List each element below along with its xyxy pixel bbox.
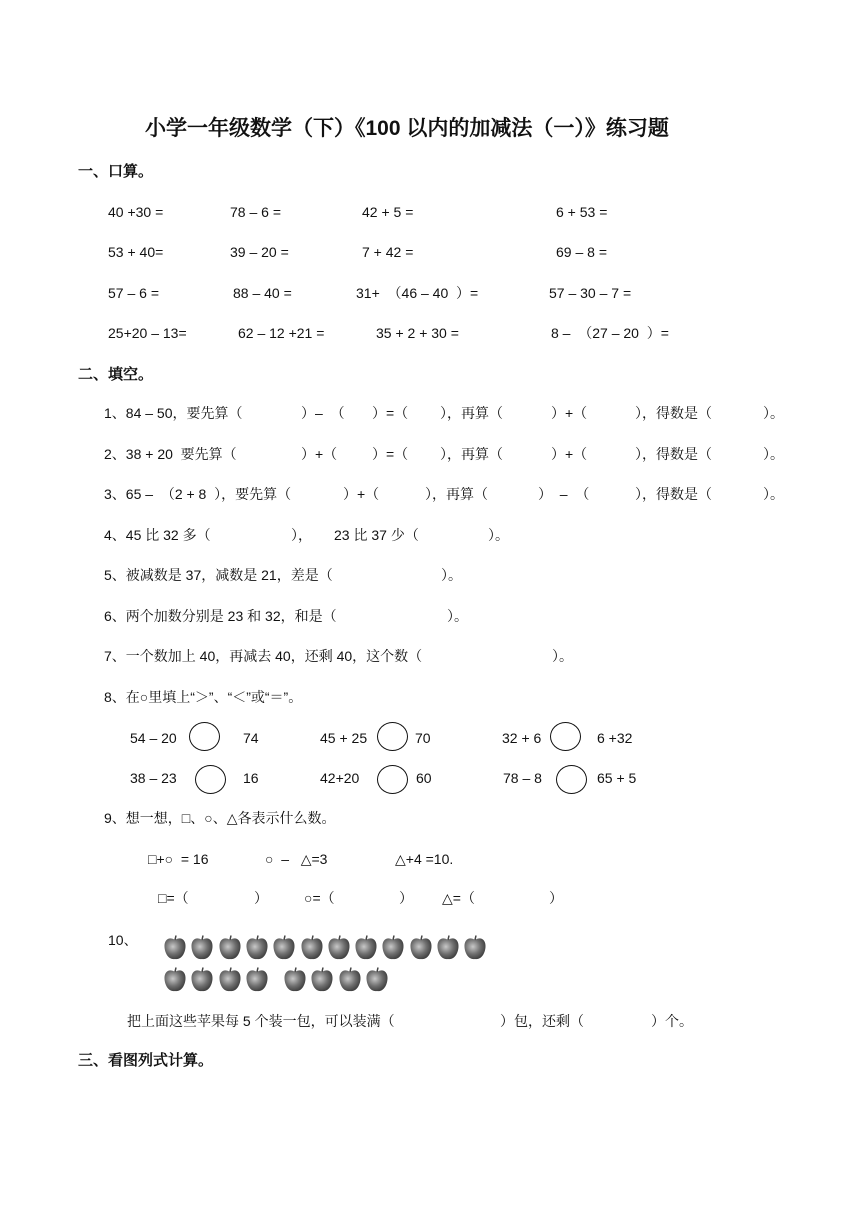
compare-right: 74: [243, 730, 259, 746]
q2-part: 2、38 + 20 要先算（: [104, 446, 237, 462]
compare-left: 78 – 8: [503, 770, 542, 786]
compare-circle[interactable]: [550, 722, 581, 751]
oral-calc-item: 62 – 12 +21 =: [238, 325, 325, 341]
oral-calc-item: 88 – 40 =: [233, 285, 292, 301]
apple-icon: [245, 966, 269, 993]
q10-part: ）个。: [651, 1013, 693, 1029]
q2-part: ），得数是（: [635, 446, 712, 462]
q10-label: 10、: [108, 932, 138, 948]
apple-icon: [310, 966, 334, 993]
apple-icon: [354, 934, 378, 961]
q9-equation: □+○ = 16: [148, 851, 209, 867]
compare-circle[interactable]: [189, 722, 220, 751]
apple-icon: [381, 934, 405, 961]
section-3-heading: 三、看图列式计算。: [78, 1052, 214, 1069]
oral-calc-item: 39 – 20 =: [230, 244, 289, 260]
oral-calc-item: 31+ （46 – 40 ）=: [356, 285, 479, 301]
q1-part: ）=（: [372, 405, 409, 421]
apple-icon: [338, 966, 362, 993]
page-title: 小学一年级数学（下）《100 以内的加减法（一）》练习题: [145, 117, 669, 140]
apple-icon: [190, 966, 214, 993]
apple-icon: [218, 934, 242, 961]
q7-part: ）。: [552, 648, 573, 664]
q10-part: 把上面这些苹果每 5 个装一包，可以装满（: [127, 1013, 395, 1029]
q6-part: ）。: [447, 608, 468, 624]
oral-calc-item: 6 + 53 =: [556, 204, 608, 220]
q1-part: 1、84 – 50，要先算（: [104, 405, 243, 421]
q3-part: 3、65 – （2 + 8 ），要先算（: [104, 486, 292, 502]
q7-part: 7、一个数加上 40，再减去 40，还剩 40，这个数（: [104, 648, 423, 664]
q1-part: ）。: [763, 405, 784, 421]
compare-circle[interactable]: [377, 722, 408, 751]
q6-part: 6、两个加数分别是 23 和 32，和是（: [104, 608, 337, 624]
compare-right: 65 + 5: [597, 770, 637, 786]
q5-part: ）。: [441, 567, 462, 583]
compare-circle[interactable]: [556, 765, 587, 794]
q10-part: ）包，还剩（: [500, 1013, 584, 1029]
q9-answer: ）: [549, 890, 563, 906]
oral-calc-item: 7 + 42 =: [362, 244, 414, 260]
q4-part: 4、45 比 32 多（: [104, 527, 211, 543]
q2-part: ）+（: [301, 446, 338, 462]
apple-icon: [163, 966, 187, 993]
oral-calc-item: 42 + 5 =: [362, 204, 414, 220]
q4-part: ），: [291, 527, 312, 543]
q4-part: ）。: [488, 527, 509, 543]
oral-calc-item: 57 – 30 – 7 =: [549, 285, 632, 301]
q9-answer: ）: [399, 890, 413, 906]
oral-calc-item: 53 + 40=: [108, 244, 164, 260]
q1-part: ）+（: [551, 405, 588, 421]
apple-icon: [365, 966, 389, 993]
oral-calc-item: 25+20 – 13=: [108, 325, 187, 341]
apple-icon: [245, 934, 269, 961]
compare-right: 6 +32: [597, 730, 633, 746]
q9-answer: ○=（: [304, 890, 335, 906]
compare-left: 54 – 20: [130, 730, 177, 746]
q2-part: ）+（: [551, 446, 588, 462]
apple-icon: [300, 934, 324, 961]
compare-left: 42+20: [320, 770, 360, 786]
q9-answer: ）: [254, 890, 268, 906]
compare-left: 38 – 23: [130, 770, 177, 786]
section-1-heading: 一、口算。: [78, 163, 154, 180]
q9-instruction: 9、想一想，□、○、△各表示什么数。: [104, 810, 336, 826]
q2-part: ）。: [763, 446, 784, 462]
oral-calc-item: 78 – 6 =: [230, 204, 281, 220]
compare-circle[interactable]: [377, 765, 408, 794]
q4-part: 23 比 37 少（: [334, 527, 419, 543]
q3-part: ）。: [763, 486, 784, 502]
apple-icon: [327, 934, 351, 961]
apple-icon: [190, 934, 214, 961]
compare-circle[interactable]: [195, 765, 226, 794]
compare-right: 60: [416, 770, 432, 786]
section-2-heading: 二、填空。: [78, 366, 154, 383]
oral-calc-item: 35 + 2 + 30 =: [376, 325, 459, 341]
oral-calc-item: 69 – 8 =: [556, 244, 607, 260]
apple-icon: [463, 934, 487, 961]
q9-answer: □=（: [158, 890, 189, 906]
oral-calc-item: 40 +30 =: [108, 204, 164, 220]
q9-equation: △+4 =10.: [395, 851, 454, 867]
oral-calc-item: 57 – 6 =: [108, 285, 159, 301]
compare-left: 32 + 6: [502, 730, 542, 746]
q3-part: ），得数是（: [635, 486, 712, 502]
q1-part: ）– （: [301, 405, 345, 421]
q3-part: ）+（: [343, 486, 380, 502]
apple-icon: [436, 934, 460, 961]
apple-icon: [163, 934, 187, 961]
q2-part: ）=（: [372, 446, 409, 462]
q3-part: ） – （: [538, 486, 590, 502]
apple-icon: [218, 966, 242, 993]
q9-answer: △=（: [442, 890, 475, 906]
compare-right: 70: [415, 730, 431, 746]
oral-calc-item: 8 – （27 – 20 ）=: [551, 325, 669, 341]
q8-instruction: 8、在○里填上“＞”、“＜”或“＝”。: [104, 689, 303, 705]
q5-part: 5、被减数是 37，减数是 21，差是（: [104, 567, 333, 583]
compare-right: 16: [243, 770, 259, 786]
q2-part: ），再算（: [440, 446, 503, 462]
compare-left: 45 + 25: [320, 730, 368, 746]
apple-icon: [409, 934, 433, 961]
q9-equation: ○ – △=3: [265, 851, 328, 867]
q3-part: ），再算（: [425, 486, 488, 502]
apple-icon: [283, 966, 307, 993]
q1-part: ），再算（: [440, 405, 503, 421]
apple-icon: [272, 934, 296, 961]
q1-part: ），得数是（: [635, 405, 712, 421]
